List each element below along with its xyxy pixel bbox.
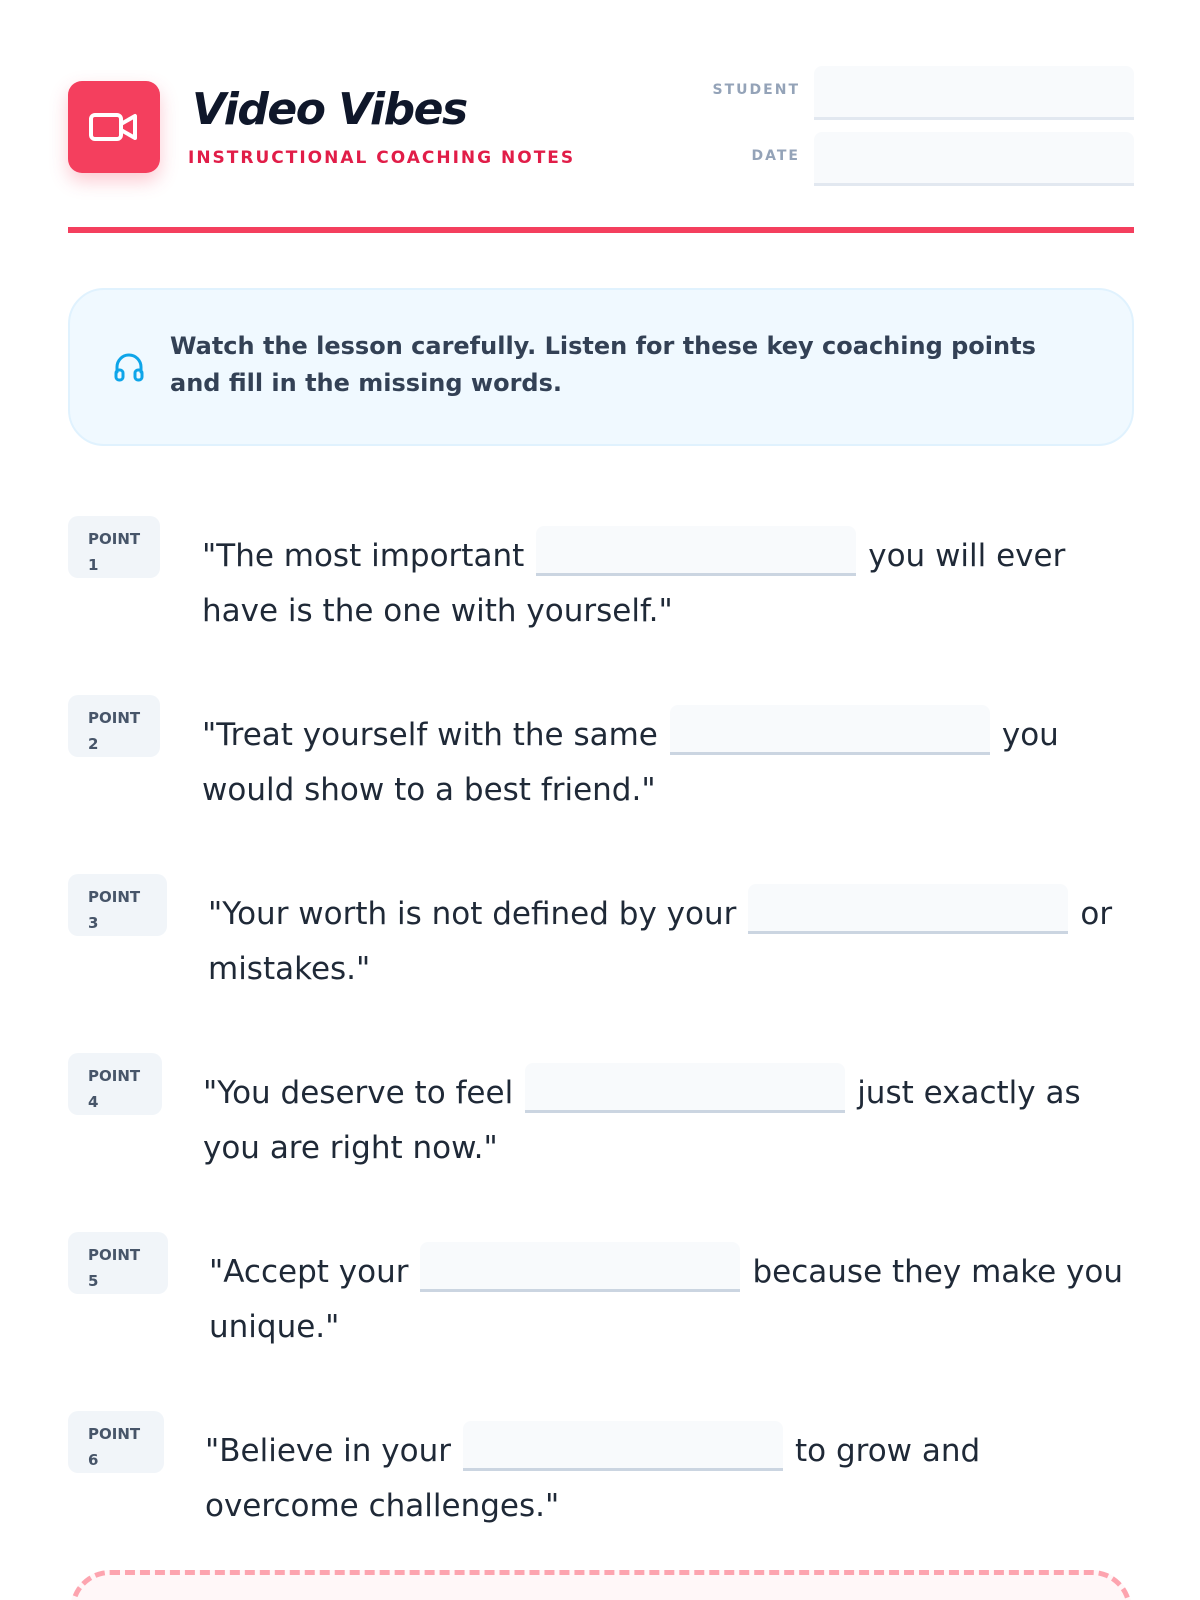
- point-badge: [68, 1411, 164, 1473]
- student-field[interactable]: [814, 66, 1134, 120]
- answer-blank[interactable]: [463, 1421, 783, 1471]
- sentence-start: "Believe in your: [205, 1433, 451, 1469]
- sentence-start: "You deserve to feel: [203, 1075, 514, 1111]
- sentence-end: or mistakes.": [208, 896, 1113, 987]
- sentence-start: "Accept your: [209, 1254, 409, 1290]
- coaching-point: [68, 1411, 1168, 1531]
- point-sentence: [202, 526, 1137, 639]
- point-label: POINT: [88, 1067, 141, 1085]
- sentence-end: you would show to a best friend.": [202, 717, 1059, 808]
- answer-blank[interactable]: [536, 526, 856, 576]
- point-label: POINT: [88, 888, 141, 906]
- worksheet-header: [68, 66, 1134, 186]
- point-label: POINT: [88, 1425, 141, 1443]
- date-field[interactable]: [814, 132, 1134, 186]
- point-sentence: [208, 884, 1143, 997]
- instructions-box: [68, 288, 1134, 446]
- coaching-point: [68, 1053, 1168, 1173]
- page-subtitle: INSTRUCTIONAL COACHING NOTES: [188, 148, 576, 168]
- point-sentence: [209, 1242, 1144, 1355]
- point-number: 6: [88, 1451, 99, 1469]
- answer-blank[interactable]: [748, 884, 1068, 934]
- sentence-end: because they make you unique.": [209, 1254, 1124, 1345]
- sentence-end: you will ever have is the one with yourself.": [202, 538, 1066, 629]
- point-label: POINT: [88, 1246, 141, 1264]
- point-label: POINT: [88, 530, 141, 548]
- coaching-point: [68, 516, 1168, 636]
- point-number: 3: [88, 914, 99, 932]
- point-sentence: [202, 705, 1137, 818]
- point-number: 1: [88, 556, 99, 574]
- point-label: POINT: [88, 709, 141, 727]
- point-number: 5: [88, 1272, 99, 1290]
- point-badge: [68, 695, 160, 757]
- video-camera-icon: [88, 107, 140, 147]
- point-badge: [68, 1232, 168, 1294]
- student-label: STUDENT: [712, 82, 800, 98]
- page-title: Video Vibes: [192, 84, 467, 135]
- headphones-icon: [112, 350, 146, 384]
- sentence-start: "Your worth is not defined by your: [208, 896, 737, 932]
- notes-box: [70, 1570, 1132, 1600]
- sentence-end: just exactly as you are right now.": [203, 1075, 1081, 1166]
- instructions-text: Watch the lesson carefully. Listen for these key coaching points and fill in the missing words.: [170, 332, 1036, 397]
- coaching-point: [68, 695, 1168, 815]
- sentence-start: "The most important: [202, 538, 525, 574]
- point-number: 4: [88, 1093, 99, 1111]
- answer-blank[interactable]: [670, 705, 990, 755]
- answer-blank[interactable]: [525, 1063, 845, 1113]
- point-badge: [68, 1053, 162, 1115]
- date-label: DATE: [751, 148, 800, 164]
- point-badge: [68, 874, 167, 936]
- logo: [68, 81, 160, 173]
- sentence-start: "Treat yourself with the same: [202, 717, 658, 753]
- answer-blank[interactable]: [420, 1242, 740, 1292]
- point-number: 2: [88, 735, 99, 753]
- coaching-point: [68, 874, 1168, 994]
- point-sentence: [203, 1063, 1138, 1176]
- point-sentence: [205, 1421, 1140, 1534]
- coaching-point: [68, 1232, 1168, 1352]
- header-divider: [68, 227, 1134, 233]
- sentence-end: to grow and overcome challenges.": [205, 1433, 981, 1524]
- point-badge: [68, 516, 160, 578]
